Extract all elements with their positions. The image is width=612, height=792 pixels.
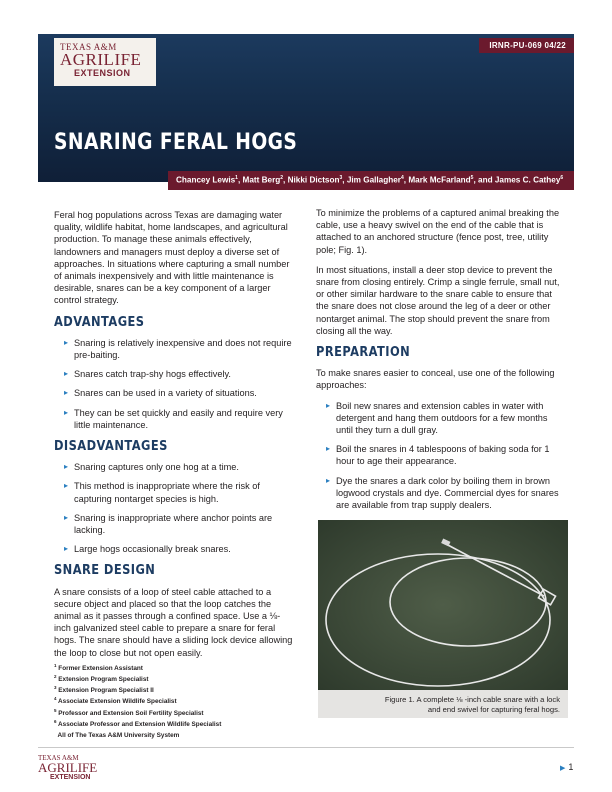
footnote-text: All of The Texas A&M University System [54, 731, 180, 739]
snare-design-heading: SNARE DESIGN [54, 563, 156, 579]
list-item: ▸ Dye the snares a dark color by boiling them in brown logwood crystals and dye. Commercial dyes for snares are available from trap supply dealers. [326, 475, 560, 512]
page-number-value: 1 [568, 762, 574, 772]
footnote-text: Professor and Extension Soil Fertility Specialist [56, 709, 204, 717]
footnote [54, 718, 304, 729]
list-item: ▸ This method is inappropriate where the risk of capturing nontarget species is high. [64, 480, 296, 504]
footnote-text: Associate Extension Wildlife Specialist [56, 698, 177, 706]
list-item: ▸ Snaring is relatively inexpensive and does not require pre-baiting. [64, 337, 296, 361]
arrow-icon: ▶ [560, 765, 566, 772]
swivel-paragraph: To minimize the problems of a captured animal breaking the cable, use a heavy swivel on the end of the cable that is attached to an anchored structure (fence post, tree, utility pole; Fig. 1). [316, 208, 560, 255]
page-title: SNARING FERAL HOGS [54, 130, 298, 155]
preparation-heading: PREPARATION [316, 345, 411, 361]
list-item: ▸ Snares catch trap-shy hogs effectively. [64, 368, 296, 380]
footnote-marker: 1 [54, 663, 57, 668]
author-footnote-marker: 2 [280, 175, 284, 181]
publication-code: IRNR-PU-069 04/22 [479, 38, 574, 53]
advantages-heading: ADVANTAGES [54, 314, 145, 330]
author-separator: , [473, 175, 479, 185]
author-footnote-marker: 5 [470, 175, 474, 181]
author-name: Chancey Lewis [176, 175, 236, 185]
author-separator: , [403, 175, 409, 185]
agrilife-logo [54, 38, 156, 86]
author-name: Mark McFarland [408, 175, 471, 185]
author-name: James C. Cathey [494, 175, 561, 185]
preparation-intro: To make snares easier to conceal, use one of the following approaches: [316, 368, 555, 391]
caption-line-2: and end swivel for capturing feral hogs. [427, 704, 560, 714]
logo-line-1: TEXAS A&M [60, 42, 117, 52]
footer-logo-line-1: TEXAS A&M [38, 754, 79, 762]
author-name: Nikki Dictson [287, 175, 340, 185]
author-separator: , [237, 175, 243, 185]
author-footnote-marker: 6 [560, 175, 564, 181]
preparation-list [326, 400, 560, 512]
author-separator: , [283, 175, 288, 185]
footnote [54, 695, 304, 706]
right-column [316, 207, 560, 518]
advantages-list [64, 337, 296, 431]
footer-logo-line-3: EXTENSION [50, 774, 91, 781]
author-name: Matt Berg [242, 175, 281, 185]
author-footnote-marker: 4 [400, 175, 404, 181]
snare-photo [318, 520, 568, 690]
footer-logo [38, 754, 128, 781]
page-number [560, 762, 573, 772]
snare-design-paragraph: A snare consists of a loop of steel cable attached to a secure object and placed so that the loop catches the animal as it passes through a confined space. Use a ⅛-inch galvanized steel cable to prepare a snare for feral hogs. The snare should have a sliding lock device allowing the loop to close but not open easily. [54, 586, 293, 658]
list-item: ▸ Snaring is inappropriate where anchor points are lacking. [64, 512, 296, 536]
list-item: ▸ Snares can be used in a variety of situations. [64, 387, 296, 399]
footnote-marker: 2 [54, 674, 57, 680]
footnote-text: Extension Program Specialist [56, 676, 149, 684]
list-item: ▸ Large hogs occasionally break snares. [64, 543, 296, 555]
footnote [54, 729, 304, 740]
footnote [54, 684, 304, 695]
list-item: ▸ Boil the snares in 4 tablespoons of baking soda for 1 hour to age their appearance. [326, 443, 560, 467]
figure-caption [318, 690, 568, 718]
footnote-marker: 3 [54, 685, 57, 691]
author-separator: , [342, 175, 347, 185]
footnote [54, 707, 304, 718]
list-item: ▸ Snaring captures only one hog at a time. [64, 461, 296, 473]
footnote [54, 662, 304, 673]
author-bar [168, 171, 574, 190]
left-column [54, 209, 296, 667]
footnote-marker: 5 [54, 707, 57, 713]
author-footnote-marker: 1 [235, 175, 238, 181]
footnote-text: Former Extension Assistant [56, 665, 143, 673]
footnote [54, 673, 304, 684]
footnote-marker: 6 [54, 718, 57, 724]
logo-line-3: EXTENSION [74, 68, 131, 78]
author-footnote-marker: 3 [339, 175, 343, 181]
intro-paragraph: Feral hog populations across Texas are damaging water quality, wildlife habitat, home landscapes, and agricultural production. To manage these animals effectively, landowners and managers must deploy a diverse set of approaches. In situations where capturing a small number of animals inexpensively and with little maintenance is desirable, snares can be a key component of a larger control strategy. [54, 210, 290, 306]
footnote-marker: 4 [54, 696, 57, 702]
logo-line-2: AGRILIFE [60, 50, 142, 69]
deer-stop-paragraph: In most situations, install a deer stop device to prevent the snare from closing entirely. Crimp a single ferrule, small nut, or other similar hardware to the snare cable to ensure that the snare does not close around the leg of a deer or other nontarget animal. The stop should prevent the snare from closing all the way. [316, 264, 560, 336]
header-banner [38, 34, 574, 182]
caption-line-1: Figure 1. A complete ⅛ -inch cable snare with a lock [384, 695, 560, 704]
footnote-text: Extension Program Specialist II [56, 687, 154, 695]
list-item: ▸ Boil new snares and extension cables in water with detergent and hang them outdoors for a few months until they turn a dull gray. [326, 400, 560, 437]
footer-logo-line-2: AGRILIFE [38, 760, 98, 775]
footer-divider [38, 747, 574, 748]
disadvantages-list [64, 461, 296, 555]
author-name: Jim Gallagher [346, 175, 401, 185]
authors-and: and [478, 175, 495, 185]
disadvantages-heading: DISADVANTAGES [54, 439, 168, 455]
footnote-text: Associate Professor and Extension Wildlife Specialist [56, 720, 222, 728]
snare-illustration [318, 520, 568, 690]
list-item: ▸ They can be set quickly and easily and require very little maintenance. [64, 407, 296, 431]
footnotes [54, 662, 304, 740]
